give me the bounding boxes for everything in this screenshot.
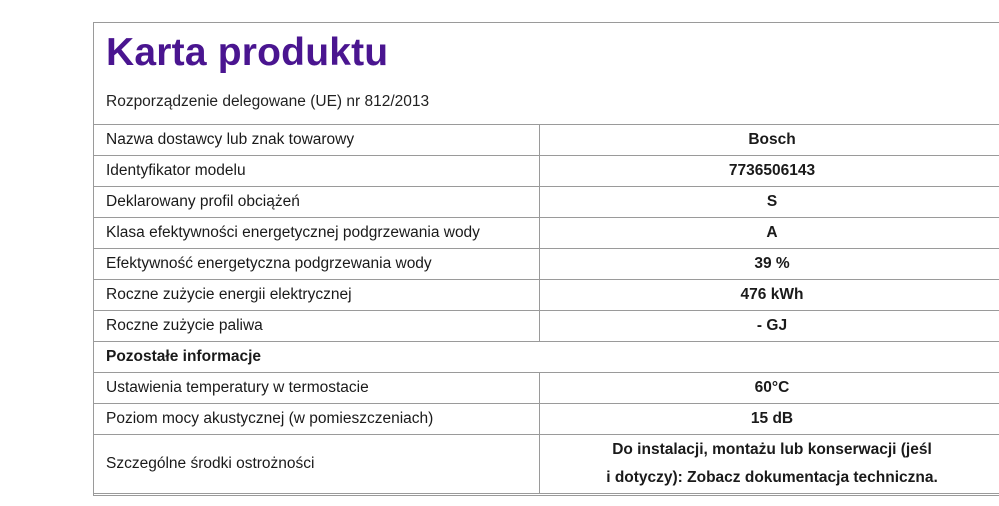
row-label: Roczne zużycie energii elektrycznej [94, 280, 540, 311]
table-row [94, 249, 999, 280]
product-card [93, 22, 999, 496]
table-row [94, 125, 999, 156]
row-value: 60°C [540, 373, 999, 404]
row-value: A [540, 218, 999, 249]
table-row [94, 373, 999, 404]
page-title: Karta produktu [106, 31, 389, 74]
table-row [94, 280, 999, 311]
table-row [94, 311, 999, 342]
table-row [94, 404, 999, 435]
table-row [94, 435, 999, 494]
row-label: Poziom mocy akustycznej (w pomieszczeniach) [94, 404, 540, 435]
row-label: Deklarowany profil obciążeń [94, 187, 540, 218]
section-header-row [94, 342, 999, 373]
product-spec-table [93, 124, 999, 494]
row-value: - GJ [540, 311, 999, 342]
table-row [94, 156, 999, 187]
row-label: Roczne zużycie paliwa [94, 311, 540, 342]
row-label: Klasa efektywności energetycznej podgrzewania wody [94, 218, 540, 249]
section-title: Pozostałe informacje [94, 342, 999, 373]
row-value-multiline [540, 435, 999, 494]
row-label: Identyfikator modelu [94, 156, 540, 187]
row-value-line: Do instalacji, montażu lub konserwacji (jeśl [612, 441, 932, 458]
row-value: 7736506143 [540, 156, 999, 187]
row-label: Ustawienia temperatury w termostacie [94, 373, 540, 404]
row-label: Nazwa dostawcy lub znak towarowy [94, 125, 540, 156]
table-row [94, 187, 999, 218]
row-value: S [540, 187, 999, 218]
regulation-subtitle: Rozporządzenie delegowane (UE) nr 812/2013 [106, 93, 430, 110]
row-value: 476 kWh [540, 280, 999, 311]
row-label: Szczególne środki ostrożności [94, 435, 540, 494]
table-row [94, 218, 999, 249]
row-label: Efektywność energetyczna podgrzewania wody [94, 249, 540, 280]
row-value: 39 % [540, 249, 999, 280]
row-value: 15 dB [540, 404, 999, 435]
row-value: Bosch [540, 125, 999, 156]
row-value-line: i dotyczy): Zobacz dokumentacja techniczna. [606, 469, 938, 486]
